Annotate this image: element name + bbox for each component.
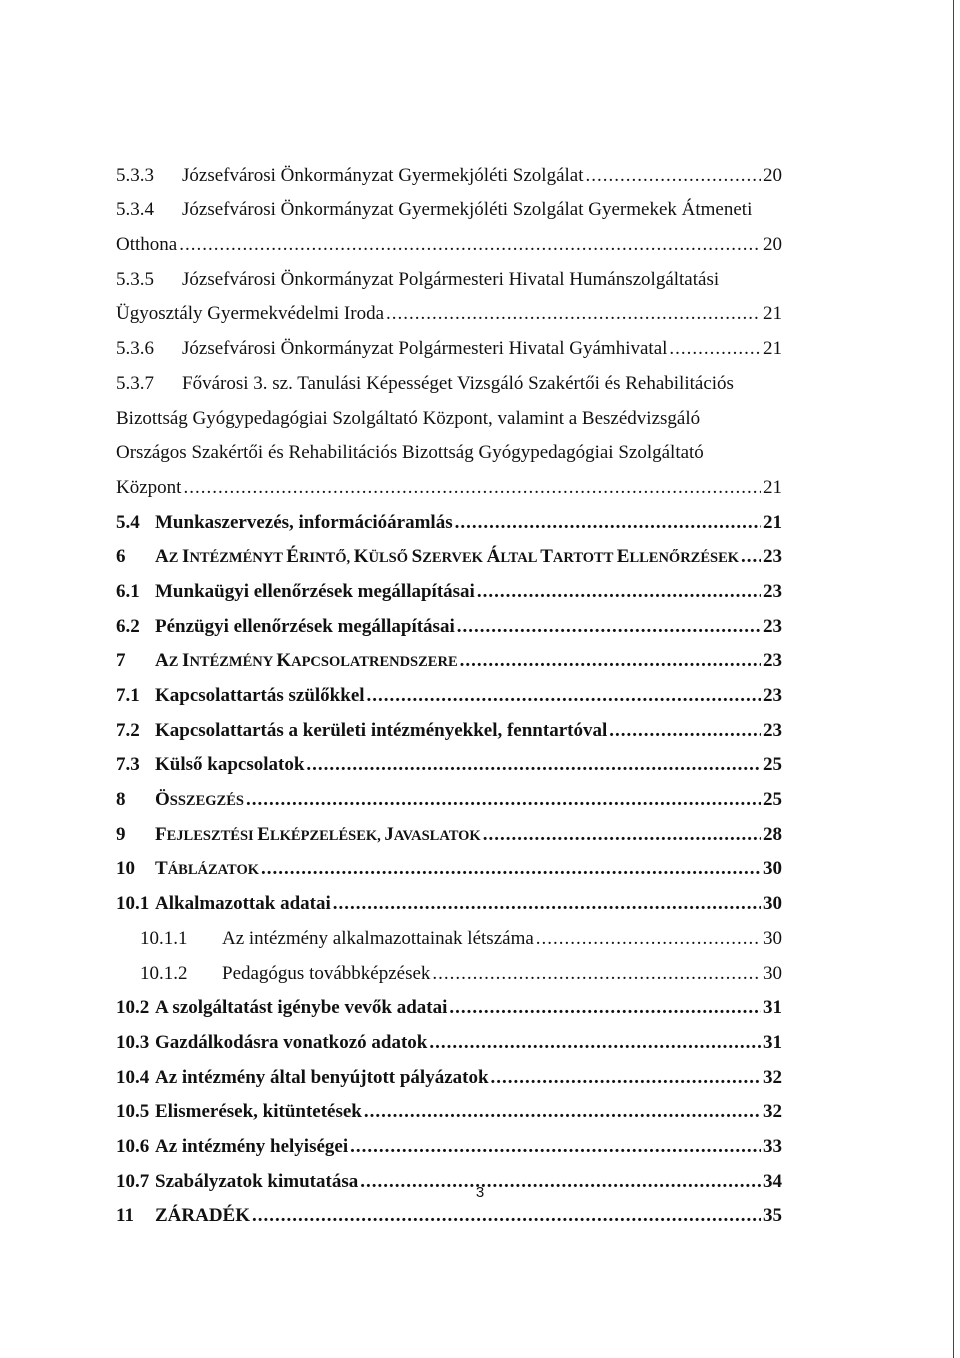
toc-title: A szolgáltatást igénybe vevők adatai [155,997,448,1019]
toc-title: Központ [116,476,182,498]
toc-title: Pedagógus továbbképzések [222,962,431,984]
toc-number: 6 [116,546,126,568]
toc-number: 10.7 [116,1170,150,1192]
toc-page: 30 [763,893,782,915]
toc-entry[interactable] [116,505,782,540]
toc-title: Józsefvárosi Önkormányzat Polgármesteri Hivatal Gyámhivatal [182,338,668,360]
toc-title: Munkaszervezés, információáramlás [155,511,453,533]
toc-entry[interactable] [116,1060,782,1095]
toc-number: 10.1.2 [140,962,188,984]
toc-title: Országos Szakértői és Rehabilitációs Bizottság Gyógypedagógiai Szolgáltató [116,442,704,464]
toc-page: 23 [763,615,782,637]
toc-number: 5.3.3 [116,164,154,186]
toc-entry-continuation[interactable] [116,401,782,436]
toc-entry-continuation[interactable] [116,227,782,262]
toc-number: 10.1 [116,893,150,915]
toc-entry[interactable] [116,782,782,817]
toc-number: 7.1 [116,685,140,706]
toc-title: Elismerések, kitüntetések [155,1101,362,1123]
toc-leader [429,1032,761,1054]
toc-page: 28 [763,823,782,845]
toc-entry-continuation[interactable] [116,297,782,332]
toc-number: 5.3.5 [116,268,154,290]
toc-page: 34 [763,1170,782,1192]
toc-number: 6.1 [116,580,140,602]
toc-leader [364,1101,761,1123]
toc-page: 23 [763,546,782,568]
toc-entry[interactable] [116,262,782,297]
toc-number: 5.3.6 [116,338,154,360]
toc-leader [536,928,761,950]
toc-number: 10.1.1 [140,927,188,949]
toc-title: AZ INTÉZMÉNYT ÉRINTŐ, KÜLSŐ SZERVEK ÁLTAL TARTOTT ELLENŐRZÉSEK [155,546,740,568]
toc-title: Külső kapcsolatok [155,754,305,776]
toc-title: FEJLESZTÉSI ELKÉPZELÉSEK, JAVASLATOK [155,823,481,845]
toc-entry[interactable] [116,158,782,193]
toc-title: Bizottság Gyógypedagógiai Szolgáltató Központ, valamint a Beszédvizsgáló [116,407,701,429]
toc-entry[interactable] [116,817,782,852]
toc-title: Józsefvárosi Önkormányzat Gyermekjóléti Szolgálat Gyermekek Átmeneti [182,199,753,221]
toc-leader [179,234,761,256]
toc-page: 31 [763,997,782,1019]
toc-leader [483,824,761,846]
toc-entry[interactable] [116,956,782,991]
toc-entry[interactable] [116,678,782,713]
toc-page: 30 [763,962,782,984]
toc-entry[interactable] [116,540,782,575]
toc-entry[interactable] [116,1129,782,1164]
toc-title: Gazdálkodásra vonatkozó adatok [155,1031,428,1053]
toc-entry[interactable] [116,991,782,1026]
toc-number: 10.5 [116,1101,150,1123]
toc-entry[interactable] [116,574,782,609]
toc-title: Pénzügyi ellenőrzések megállapításai [155,615,455,637]
toc-page: 20 [763,234,782,256]
toc-leader [367,685,761,707]
toc-page: 20 [763,164,782,186]
toc-number: 10.3 [116,1031,150,1053]
toc-page: 33 [763,1135,782,1157]
toc-leader [183,477,761,499]
toc-page: 21 [763,303,782,325]
toc-page: 32 [763,1101,782,1123]
toc-entry[interactable] [116,852,782,887]
toc-page: 21 [763,338,782,360]
toc-title: TÁBLÁZATOK [155,858,260,880]
toc-entry[interactable] [116,609,782,644]
toc-page: 30 [763,927,782,949]
toc-page: 35 [763,1205,782,1227]
toc-leader [455,512,761,534]
toc-number: 10 [116,858,135,880]
toc-number: 10.6 [116,1135,150,1157]
toc-title: Otthona [116,234,178,256]
toc-page: 21 [763,511,782,533]
toc-leader [477,581,761,603]
toc-entry-continuation[interactable] [116,436,782,471]
toc-entry[interactable] [116,1095,782,1130]
toc-entry[interactable] [116,886,782,921]
toc-leader [449,997,761,1019]
toc-leader [246,789,761,811]
toc-title: Az intézmény által benyújtott pályázatok [155,1066,489,1088]
toc-leader [741,546,761,568]
toc-title: AZ INTÉZMÉNY KAPCSOLATRENDSZERE [155,650,458,672]
toc-entry[interactable] [116,1199,782,1234]
toc-leader [586,165,761,187]
toc-number: 7 [116,650,126,672]
toc-number: 6.2 [116,615,140,637]
toc-title: Ügyosztály Gyermekvédelmi Iroda [116,303,385,325]
table-of-contents [116,158,782,1233]
toc-page: 23 [763,650,782,672]
toc-number: 10.2 [116,997,150,1019]
toc-entry[interactable] [116,644,782,679]
toc-title: Józsefvárosi Önkormányzat Gyermekjóléti Szolgálat [182,164,584,186]
toc-leader [306,754,761,776]
toc-title: Kapcsolattartás a kerületi intézményekkel, fenntartóval [155,719,608,741]
toc-title: Fővárosi 3. sz. Tanulási Képességet Vizsgáló Szakértői és Rehabilitációs [182,372,734,394]
toc-number: 9 [116,823,126,845]
toc-leader [261,858,761,880]
toc-title: Munkaügyi ellenőrzések megállapításai [155,580,475,602]
toc-number: 7.3 [116,754,140,776]
toc-entry[interactable] [116,748,782,783]
toc-title: Kapcsolattartás szülőkkel [155,685,365,706]
toc-page: 21 [763,476,782,498]
toc-number: 5.3.7 [116,372,154,394]
page-edge-line [953,0,954,1358]
toc-page: 30 [763,858,782,880]
toc-page: 31 [763,1031,782,1053]
toc-title: Az intézmény helyiségei [155,1135,349,1157]
toc-page: 23 [763,719,782,741]
toc-leader [350,1136,761,1158]
toc-leader [457,616,761,638]
toc-number: 5.3.4 [116,199,154,221]
toc-entry[interactable] [116,1025,782,1060]
toc-leader [460,650,761,672]
toc-page: 25 [763,754,782,776]
toc-entry[interactable] [116,366,782,401]
toc-number: 5.4 [116,511,140,533]
toc-leader [386,303,761,325]
toc-number: 11 [116,1205,134,1227]
toc-leader [669,338,761,360]
toc-page: 23 [763,685,782,706]
toc-number: 10.4 [116,1066,150,1088]
page-number: 3 [475,1184,485,1201]
toc-entry[interactable] [116,331,782,366]
toc-leader [609,720,761,742]
toc-leader [491,1067,761,1089]
toc-title: ZÁRADÉK [155,1205,251,1227]
toc-entry-continuation[interactable] [116,470,782,505]
toc-leader [432,963,761,985]
toc-entry[interactable] [116,713,782,748]
toc-number: 7.2 [116,719,140,741]
toc-title: Az intézmény alkalmazottainak létszáma [222,927,534,949]
toc-page: 23 [763,580,782,602]
toc-title: Józsefvárosi Önkormányzat Polgármesteri Hivatal Humánszolgáltatási [182,268,720,290]
toc-page: 32 [763,1066,782,1088]
toc-entry[interactable] [116,193,782,228]
toc-title: ÖSSZEGZÉS [155,789,244,811]
toc-page: 25 [763,789,782,811]
toc-title: Alkalmazottak adatai [155,893,331,915]
toc-leader [333,893,761,915]
toc-entry[interactable] [116,921,782,956]
toc-leader [252,1205,761,1227]
toc-number: 8 [116,789,126,811]
toc-title: Szabályzatok kimutatása [155,1170,359,1192]
